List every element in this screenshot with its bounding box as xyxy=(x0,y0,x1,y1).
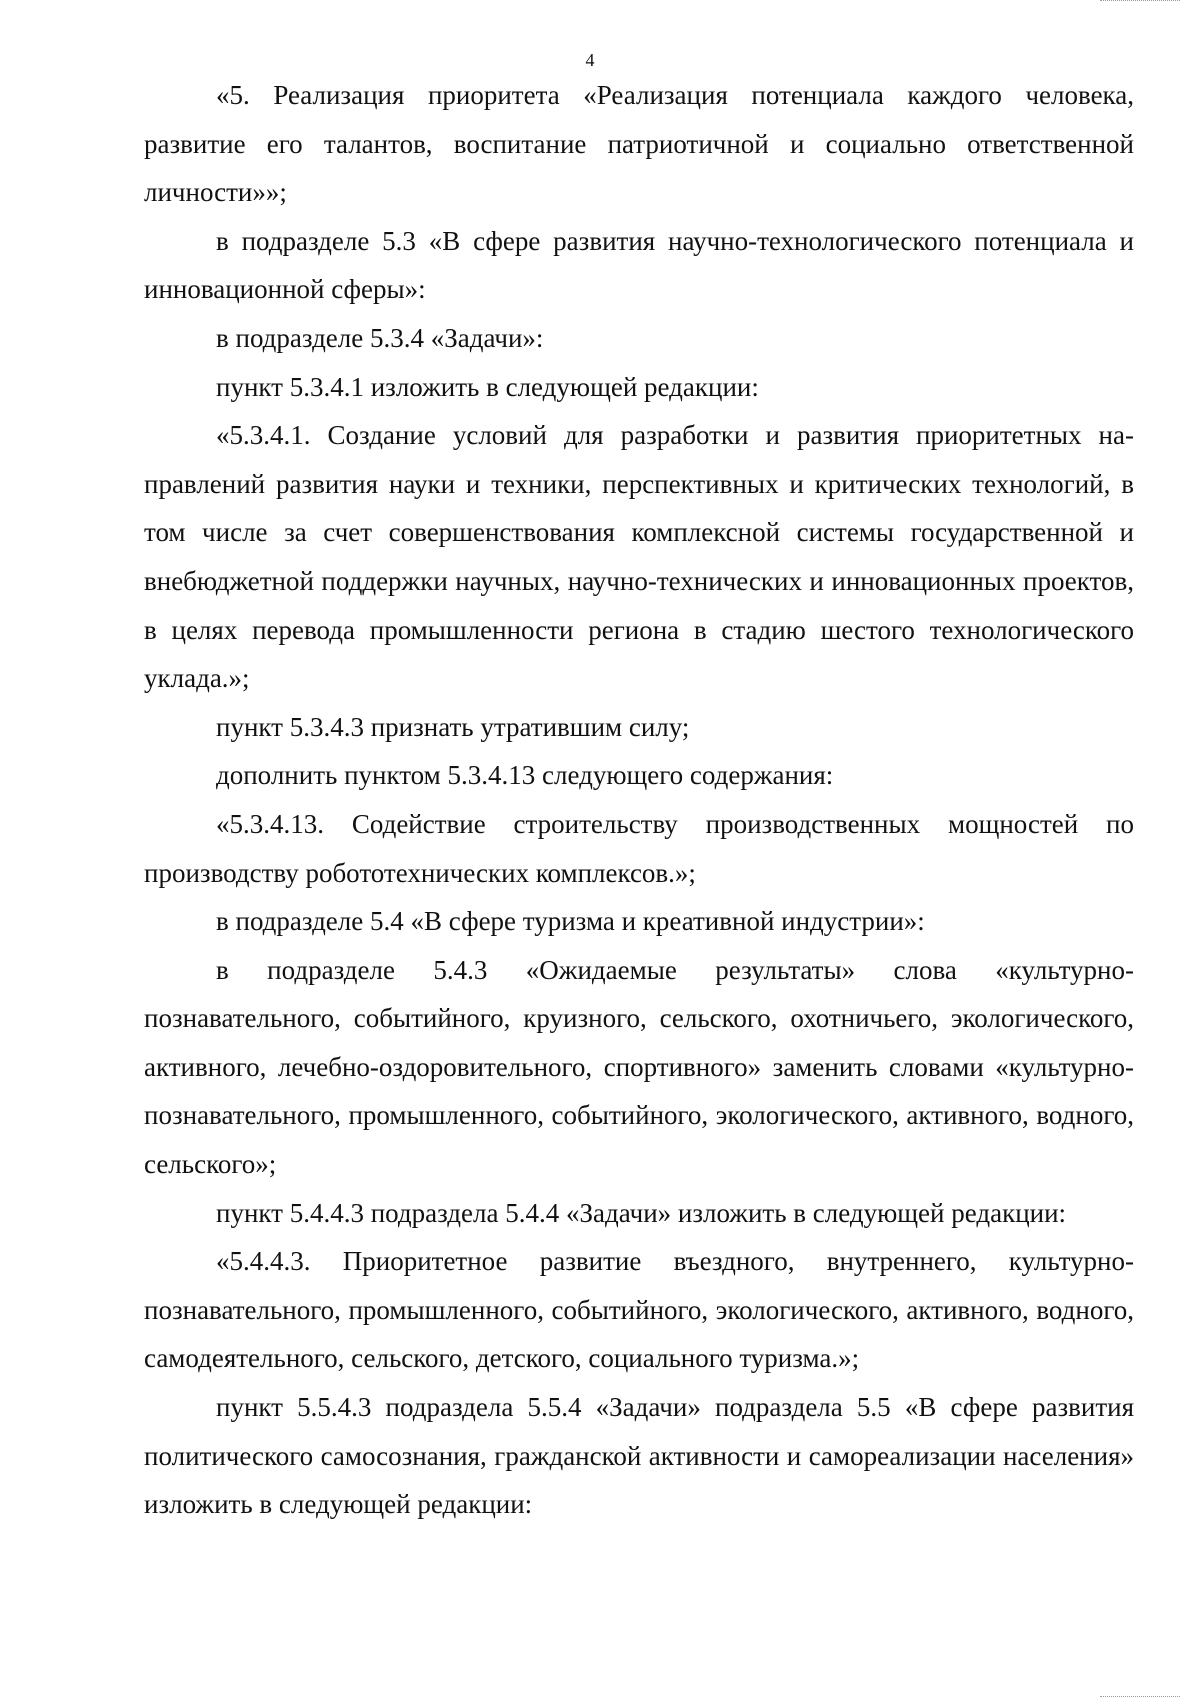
paragraph-priority-5: «5. Реализация приоритета «Реализация потенциала каждого человека, развитие его талантов, воспитание патриотичной и социально ответственной личности»»; xyxy=(144,80,1134,208)
paragraph-subsection-5-4-3: в подразделе 5.4.3 «Ожидаемые результаты» слова «культурно-познавательного, событийного, круизного, сельского, охотничьего, экологического, активного, лечебно-оздоровительного, спортивного» заменить словами «культурно-познавательного, промышленного, событийного, экологического, активного, водного, сельского»; xyxy=(144,954,1134,1180)
page-number: 4 xyxy=(585,50,595,70)
paragraph-item-5-5-4-3-instruction: пункт 5.5.4.3 подраздела 5.5.4 «Задачи» подраздела 5.5 «В сфере развития политического самосознания, гражданской активности и самореализации населения» изложить в следующей редакции: xyxy=(144,1392,1134,1520)
paragraph-item-5-3-4-13-text: «5.3.4.13. Содействие строительству производственных мощностей по производству робототехнических комплексов.»; xyxy=(144,808,1134,888)
paragraph-item-5-4-4-3-text: «5.4.4.3. Приоритетное развитие въездного, внутреннего, культурно-познавательного, промышленного, событийного, экологического, активного, водного, самодеятельного, сельского, детского, социального туризма.»; xyxy=(144,1246,1134,1374)
document-body xyxy=(144,71,1134,1529)
paragraph-subsection-5-3-4: в подразделе 5.3.4 «Задачи»: xyxy=(216,322,544,353)
scan-edge-mark-bottom xyxy=(1100,1693,1180,1697)
paragraph-item-5-3-4-1-instruction: пункт 5.3.4.1 изложить в следующей редакции: xyxy=(216,371,759,402)
paragraph-item-5-3-4-1-text: «5.3.4.1. Создание условий для разработки и развития приоритетных направлений развития науки и техники, перспективных и критических технологий, в том числе за счет совершенствования комплексной системы государственной и внебюджетной поддержки научных, научно-технических и инновационных проектов, в целях перевода промышленности региона в стадию шестого технологического уклада.»; xyxy=(144,420,1134,694)
paragraph-item-5-3-4-13-instruction: дополнить пунктом 5.3.4.13 следующего содержания: xyxy=(216,760,834,791)
scan-edge-mark xyxy=(1100,0,1180,4)
paragraph-item-5-3-4-3: пункт 5.3.4.3 признать утратившим силу; xyxy=(216,711,690,742)
paragraph-subsection-5-4: в подразделе 5.4 «В сфере туризма и креативной индустрии»: xyxy=(216,906,925,937)
paragraph-item-5-4-4-3-instruction: пункт 5.4.4.3 подраздела 5.4.4 «Задачи» изложить в следующей редакции: xyxy=(216,1197,1067,1228)
paragraph-subsection-5-3: в подразделе 5.3 «В сфере развития научно-технологического потенциала и инновационной сферы»: xyxy=(144,225,1134,305)
